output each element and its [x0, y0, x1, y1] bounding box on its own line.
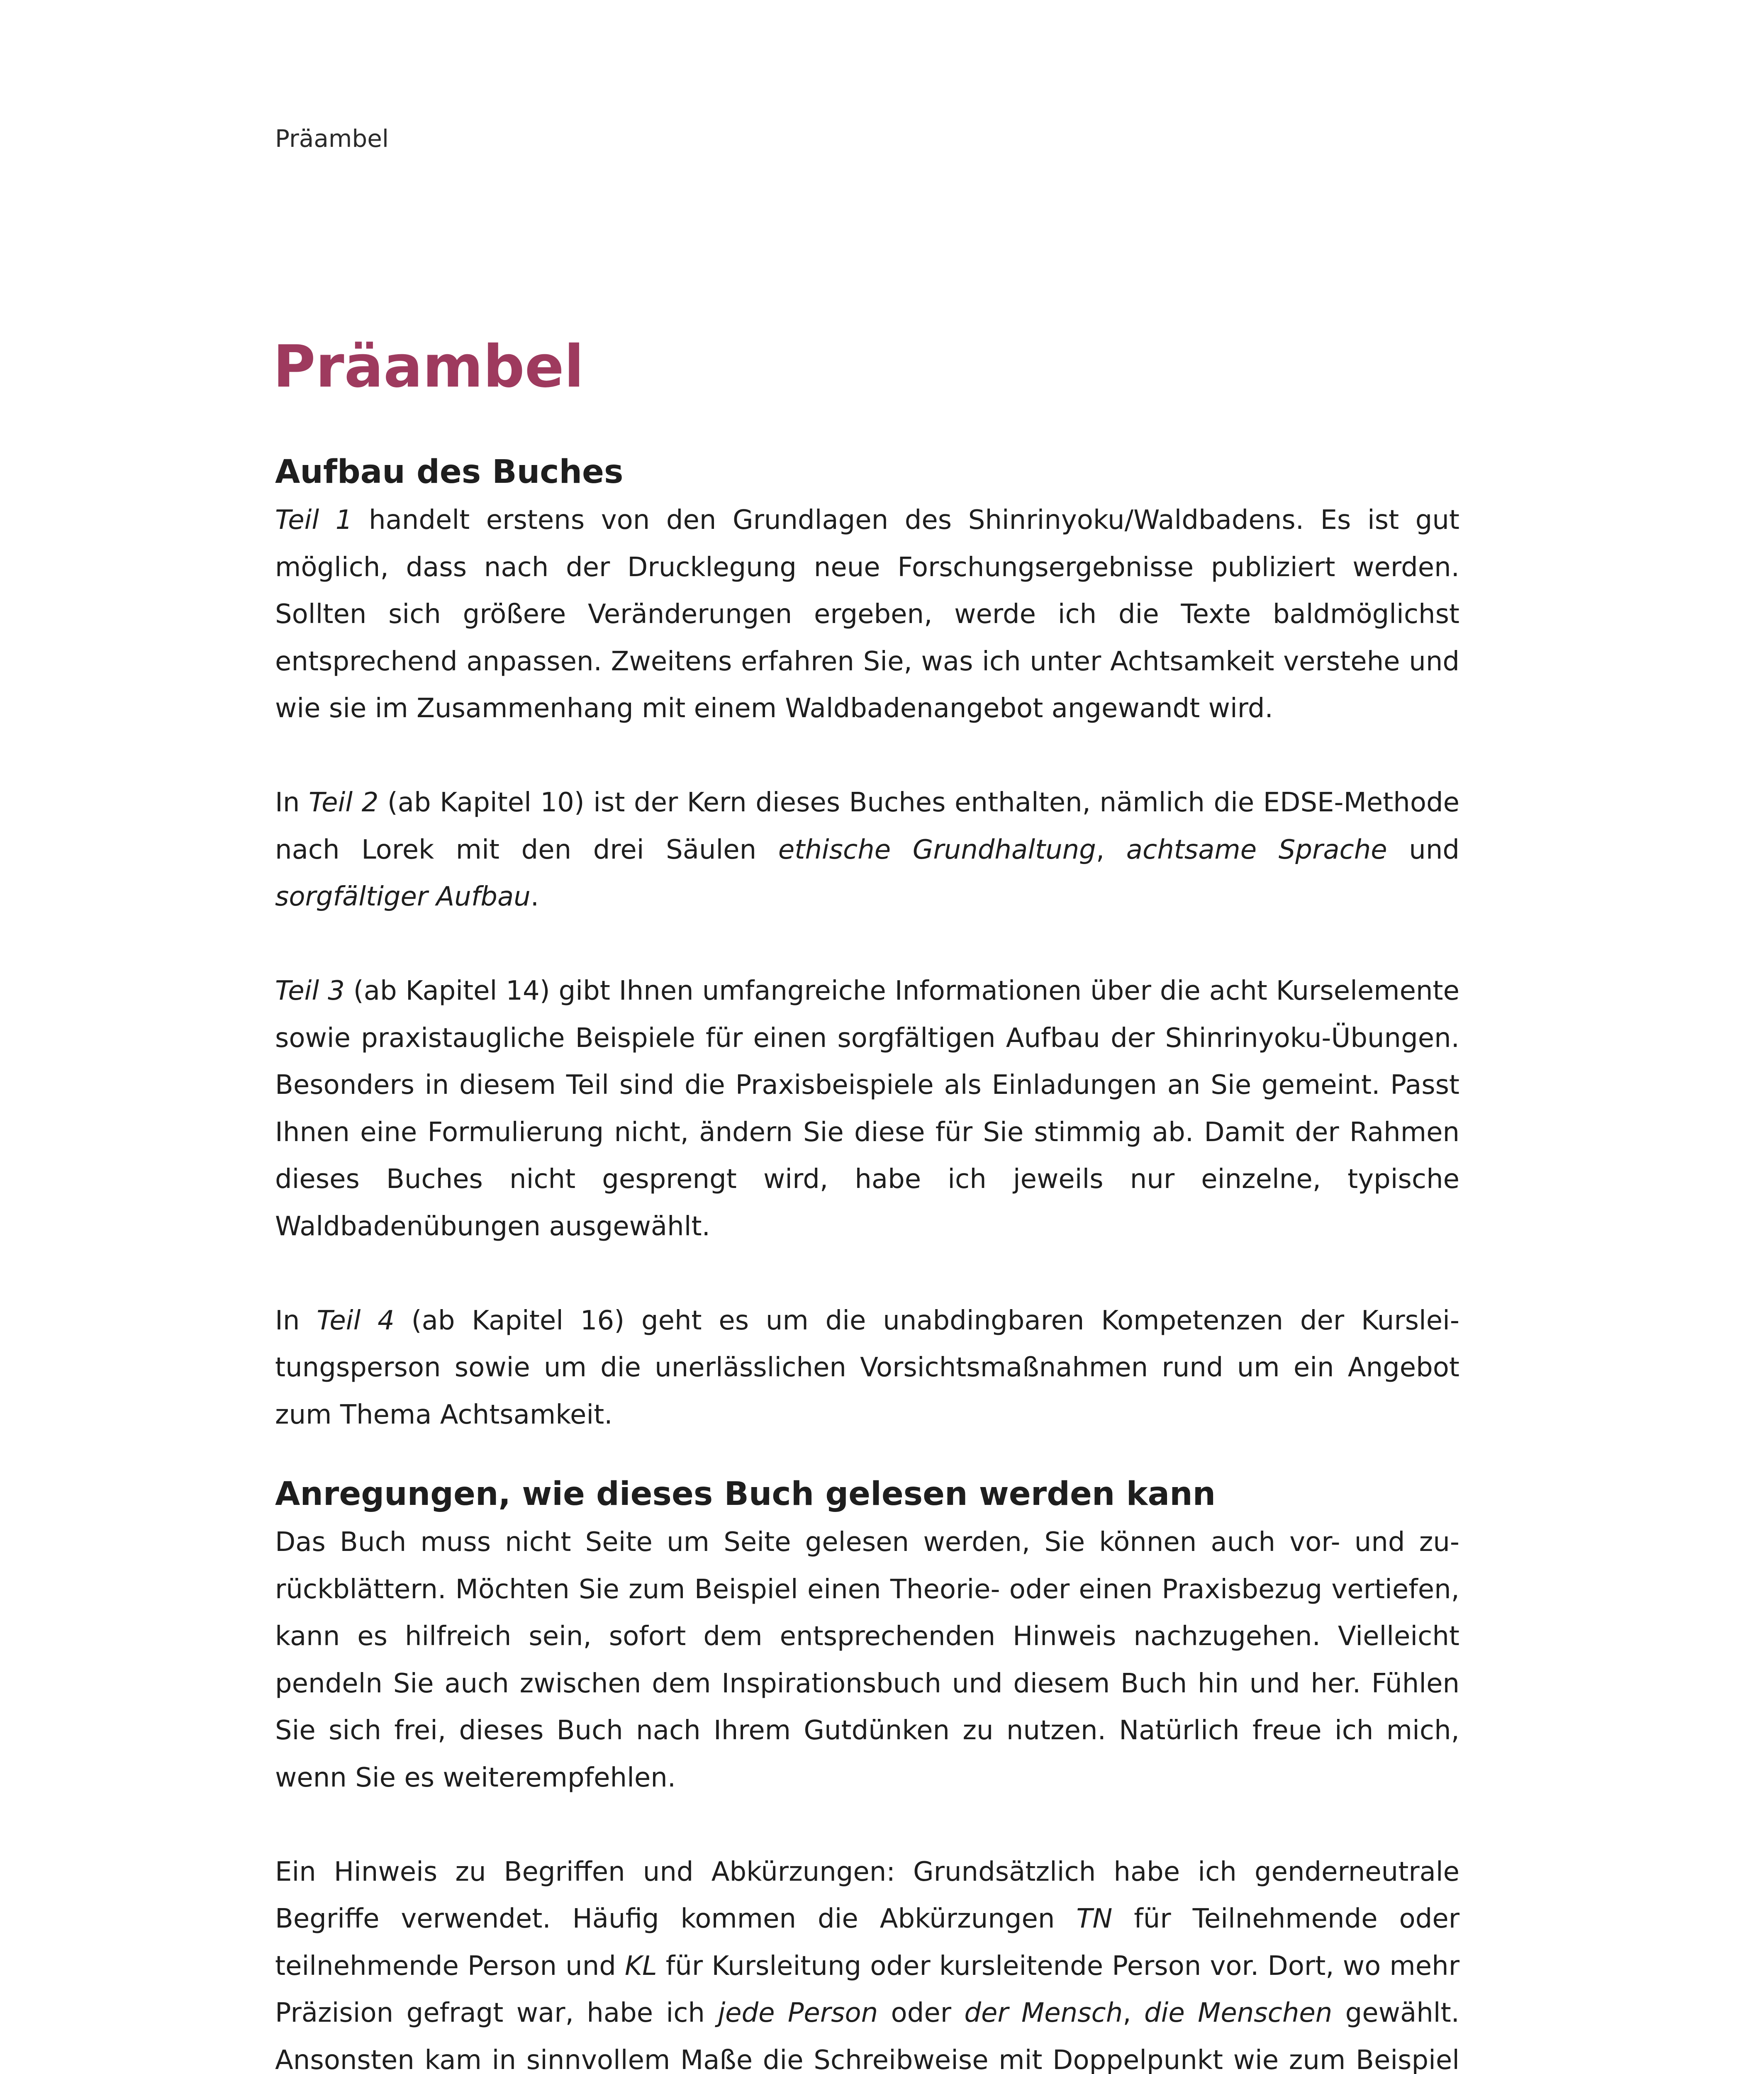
page-title: Präambel [273, 333, 584, 401]
section-heading-anregungen: Anregungen, wie dieses Buch gelesen werden kann [275, 1475, 1216, 1513]
paragraph-lesehinweis: Das Buch muss nicht Seite um Seite gelesen werden, Sie können auch vor- und zurückblättern. Möchten Sie zum Beispiel einen Theorie- oder einen Praxisbezug vertiefen, kann es hilfreich sein, sofort dem entsprechenden Hinweis nachzugehen. Vielleicht pendeln Sie auch zwischen dem Inspirationsbuch und diesem Buch hin und her. Fühlen Sie sich frei, dieses Buch nach Ihrem Gutdünken zu nutzen. Natürlich freue ich mich, wenn Sie es weiterempfehlen. [275, 1527, 1459, 1793]
paragraph-teil-3: Teil 3 (ab Kapitel 14) gibt Ihnen umfangreiche Informationen über die acht Kurselemente sowie praxistaugliche Beispiele für einen sorgfältigen Aufbau der Shinrinyoku-Übungen. Besonders in diesem Teil sind die Praxisbeispiele als Einladungen an Sie gemeint. Passt Ihnen eine Formulierung nicht, ändern Sie diese für Sie stimmig ab. Damit der Rahmen dieses Buches nicht gesprengt wird, habe ich jeweils nur einzelne, typische Waldbadenübungen ausgewählt. [275, 976, 1460, 1242]
section-heading-aufbau: Aufbau des Buches [275, 453, 624, 491]
running-header: Präambel [275, 124, 389, 153]
paragraph-teil-4: In Teil 4 (ab Kapitel 16) geht es um die unabdingbaren Kompetenzen der Kursleitungsperson sowie um die unerlässlichen Vorsichtsmaßnahmen rund um ein Angebot zum Thema Achtsamkeit. [275, 1305, 1460, 1430]
paragraph-begriffe: Ein Hinweis zu Begriffen und Abkürzungen: Grundsätzlich habe ich genderneutrale Begriffe verwendet. Häufig kommen die Abkürzungen TN für Teilnehmende oder teilnehmende Person und KL für Kursleitung oder kursleitende Person vor. Dort, wo mehr Präzision gefragt war, habe ich jede Person oder der Mensch, die Menschen gewählt. Ansonsten kam in sinnvollem Maße die Schreibweise mit Doppelpunkt wie zum Beispiel [275, 1856, 1460, 2074]
body-text [275, 447, 1459, 2074]
paragraph-teil-1: Teil 1 handelt erstens von den Grundlagen des Shinrinyoku/Waldbadens. Es ist gut möglich, dass nach der Drucklegung neue Forschungsergebnisse publiziert werden. Sollten sich größere Veränderungen ergeben, werde ich die Texte baldmöglichst entsprechend anpassen. Zweitens erfahren Sie, was ich unter Achtsamkeit verstehe und wie sie im Zusammenhang mit einem Waldbadenangebot angewandt wird. [275, 505, 1459, 724]
paragraph-teil-2: In Teil 2 (ab Kapitel 10) ist der Kern dieses Buches enthalten, nämlich die EDSE-Methode nach Lorek mit den drei Säulen ethische Grundhaltung, achtsame Sprache und sorgfältiger Aufbau. [275, 787, 1460, 912]
